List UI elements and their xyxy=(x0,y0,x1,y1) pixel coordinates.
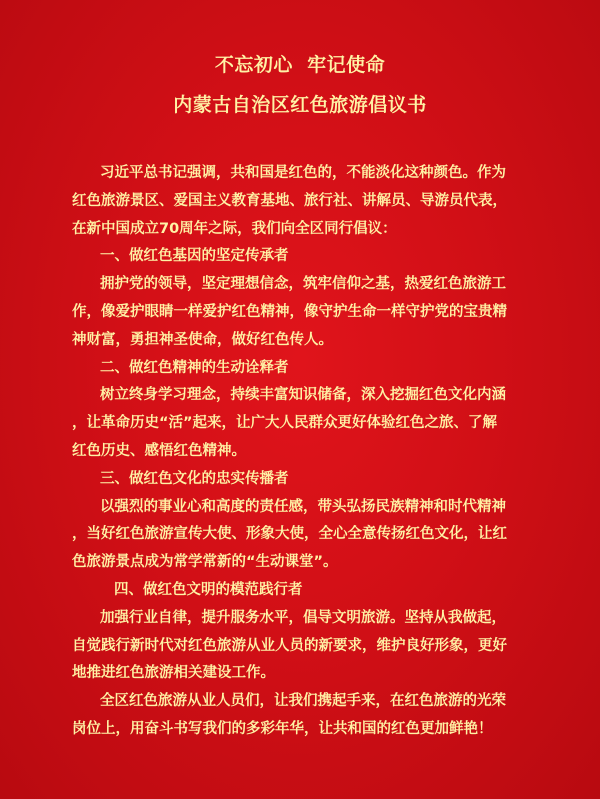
document-body xyxy=(72,160,552,744)
text-line: 四、做红色文明的模范践行者 xyxy=(114,581,303,598)
text-line: 以强烈的事业心和高度的责任感，带头弘扬民族精神和时代精神 xyxy=(100,498,506,515)
document-subtitle: 内蒙古自治区红色旅游倡议书 xyxy=(173,94,427,116)
text-line: 色旅游景点成为常学常新的“生动课堂”。 xyxy=(72,554,338,571)
text-line: 岗位上，用奋斗书写我们的多彩年华，让共和国的红色更加鲜艳！ xyxy=(72,720,493,737)
text-line: ，当好红色旅游宣传大使、形象大使，全心全意传扬红色文化，让红 xyxy=(72,526,507,543)
text-line: 在新中国成立70周年之际，我们向全区同行倡议： xyxy=(72,220,397,237)
text-line: 地推进红色旅游相关建设工作。 xyxy=(72,665,275,682)
text-line: 红色旅游景区、爱国主义教育基地、旅行社、讲解员、导游员代表， xyxy=(72,192,507,209)
text-line: 全区红色旅游从业人员们，让我们携起手来，在红色旅游的光荣 xyxy=(100,693,506,710)
text-line: 红色历史、感悟红色精神。 xyxy=(72,442,246,459)
text-line: 习近平总书记强调，共和国是红色的，不能淡化这种颜色。作为 xyxy=(100,165,506,181)
text-line: 一、做红色基因的坚定传承者 xyxy=(100,248,289,265)
text-line: 加强行业自律，提升服务水平，倡导文明旅游。坚持从我做起， xyxy=(100,609,506,626)
text-line: 作，像爱护眼睛一样爱护红色精神，像守护生命一样守护党的宝贵精 xyxy=(72,303,507,320)
text-line: 拥护党的领导，坚定理想信念，筑牢信仰之基，热爱红色旅游工 xyxy=(100,276,506,293)
text-line: ，让革命历史“活”起来，让广大人民群众更好体验红色之旅、了解 xyxy=(72,415,498,432)
text-line: 神财富，勇担神圣使命，做好红色传人。 xyxy=(72,331,333,348)
text-line: 三、做红色文化的忠实传播者 xyxy=(100,470,289,487)
text-line: 二、做红色精神的生动诠释者 xyxy=(100,359,289,376)
document-title: 不忘初心 牢记使命 xyxy=(214,54,386,76)
text-line: 自觉践行新时代对红色旅游从业人员的新要求，维护良好形象，更好 xyxy=(72,637,507,654)
text-line: 树立终身学习理念，持续丰富知识储备，深入挖掘红色文化内涵 xyxy=(100,387,506,404)
